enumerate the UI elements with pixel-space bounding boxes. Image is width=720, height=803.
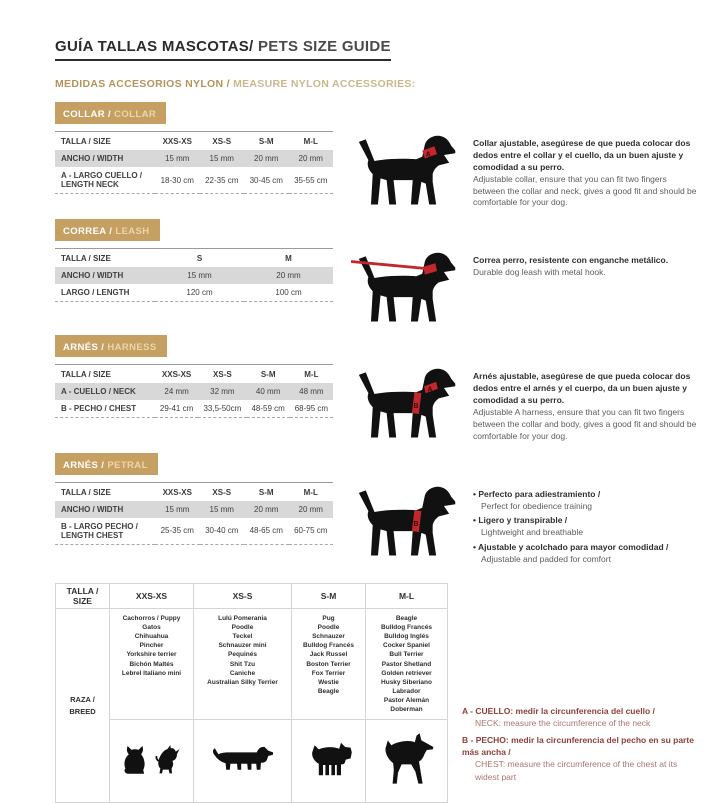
feature-bullet-en: Adjustable and padded for comfort: [481, 554, 611, 565]
breed-size-header: M-L: [366, 584, 448, 609]
doberman-silhouette-icon: [377, 732, 437, 786]
page-title: [55, 38, 391, 61]
feature-bullet-en: Lightweight and breathable: [481, 527, 584, 538]
breed-name: Bulldog Francés: [381, 624, 432, 632]
size-value: 35-55 cm: [294, 175, 328, 185]
svg-text:A: A: [427, 386, 433, 394]
dachshund-silhouette-icon: [210, 741, 276, 777]
breed-list-XS-S: [194, 609, 292, 720]
page-title-es: GUÍA TALLAS MASCOTAS/: [55, 38, 254, 55]
collar-dog-image: [343, 124, 465, 208]
size-column-header: M-L: [303, 487, 318, 497]
size-value: 15 mm: [209, 154, 234, 163]
breed-name: Jack Russel: [309, 651, 348, 659]
silhouette-cell-M-L: [366, 720, 448, 803]
size-column-header: XS-S: [213, 370, 232, 380]
feature-bullet-es: • Ajustable y acolchado para mayor comodidad /: [473, 542, 669, 553]
silhouette-cell-S-M: [292, 720, 366, 803]
feature-bullet-es: • Perfecto para adiestramiento /: [473, 488, 601, 499]
petral-size-table-container: [55, 475, 343, 545]
breed-name: Shit Tzu: [229, 660, 256, 668]
collar-badge: [55, 102, 166, 124]
size-value: 18-30 cm: [160, 175, 194, 185]
collar-description-en: Adjustable collar, ensure that you can fit two fingers between the collar and neck, gives a good fit and should be comfortable for your dog.: [473, 173, 697, 208]
size-row: [55, 150, 333, 167]
breed-name: Lulú Pomerania: [218, 615, 267, 623]
harness-badge: [55, 335, 167, 357]
measuring-notes: [448, 583, 698, 787]
size-row-label: ANCHO / WIDTH: [61, 271, 124, 281]
breed-name: Australian Silky Terrier: [207, 678, 278, 686]
size-value: 15 mm: [165, 504, 190, 514]
breed-table: [55, 583, 448, 803]
collar-badge-es: COLLAR /: [63, 109, 115, 120]
size-row-label: ANCHO / WIDTH: [61, 504, 124, 514]
size-value: 60-75 cm: [294, 526, 328, 536]
size-column-header: M-L: [303, 137, 318, 146]
feature-bullet: [473, 515, 698, 539]
leash-size-table-container: [55, 241, 343, 302]
harness-size-table-container: [55, 357, 343, 418]
collar-description-es: Collar ajustable, asegúrese de que pueda colocar dos dedos entre el collar y el cuello, da un buen ajuste y comodidad a su perro.: [473, 138, 691, 172]
size-column-header: XS-S: [212, 137, 232, 146]
harness-description-es: Arnés ajustable, asegúrese de que pueda colocar dos dedos entre el arnés y el cuerpo, da un buen ajuste y comodidad a su perro.: [473, 371, 691, 406]
feature-bullet: [473, 542, 698, 566]
harness-badge-es: ARNÉS /: [63, 342, 108, 354]
size-column-header: XS-S: [212, 487, 232, 497]
breed-name: Schnauzer: [312, 633, 345, 641]
size-table: [55, 364, 333, 418]
size-value: 48 mm: [299, 387, 324, 397]
size-row: [55, 501, 333, 518]
collar-size-table-container: [55, 124, 343, 194]
size-table-corner-label: TALLA / SIZE: [61, 370, 111, 380]
svg-text:A: A: [425, 151, 431, 159]
breed-name: Bulldog Inglés: [384, 633, 429, 641]
svg-text:B: B: [413, 403, 419, 411]
breed-name: Lebrel Italiano mini: [121, 669, 182, 677]
size-row: [55, 267, 333, 284]
breed-name: Pequinés: [228, 651, 257, 659]
size-row-label: B - PECHO / CHEST: [61, 404, 137, 414]
breed-name: Poodle: [231, 624, 254, 632]
leash-description-en: Durable dog leash with metal hook.: [473, 267, 606, 278]
breed-name: Bichón Maltés: [129, 660, 174, 668]
size-value: 15 mm: [187, 271, 212, 281]
measuring-note-es: B - PECHO: medir la circunferencia del pecho en su parte más ancha /: [462, 734, 694, 757]
size-value: 20 mm: [254, 504, 279, 514]
dog-with-leash-icon: [351, 245, 457, 325]
breed-name: Westie: [318, 678, 339, 686]
leash-dog-image: [343, 241, 465, 325]
collar-section: [55, 102, 698, 209]
measuring-note: [462, 705, 698, 730]
breed-name: Yorkshire terrier: [126, 651, 177, 659]
breed-table-container: [55, 583, 448, 803]
breed-name: Schnauzer mini: [218, 642, 267, 650]
breed-name: Bulldog Francés: [303, 642, 354, 650]
size-value: 68-95 cm: [294, 404, 329, 414]
size-value: 20 mm: [254, 154, 279, 163]
page-subtitle-en: MEASURE NYLON ACCESSORIES:: [233, 78, 416, 90]
size-table: [55, 482, 333, 545]
breed-size-header: XXS-XS: [110, 584, 194, 609]
chihuahua-silhouette-icon: [152, 744, 182, 776]
harness-description: [465, 357, 698, 442]
size-value: 120 cm: [186, 288, 213, 298]
breed-name: Beagle: [395, 615, 418, 623]
breed-name: Pug: [322, 615, 335, 623]
size-value: 24 mm: [164, 387, 189, 397]
size-row-label: LARGO / LENGTH: [61, 288, 130, 298]
breed-name: Pastor Shetland: [381, 660, 432, 668]
size-table-corner-label: TALLA / SIZE: [61, 487, 111, 497]
size-value: 33,5-50cm: [203, 404, 242, 414]
size-column-header: S-M: [260, 370, 276, 380]
svg-text:B: B: [413, 520, 419, 528]
breed-name: Boston Terrier: [306, 660, 351, 668]
size-value: 32 mm: [210, 387, 235, 397]
breed-table-corner-label: TALLA / SIZE: [56, 584, 110, 609]
breed-name: Gatos: [142, 624, 161, 632]
breed-name: Fox Terrier: [311, 669, 346, 677]
breed-name: Poodle: [317, 624, 340, 632]
cat-silhouette-icon: [122, 742, 148, 776]
breed-name: Chihuahua: [134, 633, 169, 641]
breed-name: Pincher: [139, 642, 164, 650]
leash-description-es: Correa perro, resistente con enganche metálico.: [473, 255, 669, 266]
size-value: 100 cm: [275, 288, 302, 298]
dog-with-collar-icon: [351, 128, 457, 208]
size-column-header: S-M: [258, 137, 274, 146]
measuring-note-es: A - CUELLO: medir la circunferencia del cuello /: [462, 706, 655, 717]
harness-description-en: Adjustable A harness, ensure that you can fit two fingers between the collar and body, gives a good fit and should be comfortable for your dog.: [473, 407, 697, 441]
harness-dog-image: [343, 357, 465, 441]
feature-bullet-es: • Ligero y transpirable /: [473, 515, 568, 526]
size-row-label: A - CUELLO / NECK: [61, 387, 136, 397]
leash-badge-en: LEASH: [115, 226, 150, 238]
measuring-note-en: CHEST: measure the circumference of the chest at its widest part: [475, 759, 678, 782]
size-table: [55, 248, 333, 302]
harness-section: [55, 335, 698, 442]
size-row: [55, 284, 333, 302]
collar-description: [465, 124, 698, 209]
size-row-label: ANCHO / WIDTH: [61, 154, 124, 163]
leash-section: [55, 219, 698, 325]
breed-size-header: XS-S: [194, 584, 292, 609]
breed-list-S-M: [292, 609, 366, 720]
size-value: 48-65 cm: [249, 526, 283, 536]
size-value: 30-45 cm: [249, 175, 283, 185]
size-value: 48-59 cm: [251, 404, 285, 414]
size-row-label: B - LARGO PECHO / LENGTH CHEST: [61, 521, 138, 540]
breed-name: Cocker Spaniel: [383, 642, 430, 650]
petral-badge: [55, 453, 158, 475]
size-column-header: M: [285, 254, 292, 264]
leash-description: [465, 241, 698, 279]
breed-name: Golden retriever: [381, 669, 432, 677]
leash-badge: [55, 219, 160, 241]
breed-list-M-L: [366, 609, 448, 720]
size-column-header: M-L: [304, 370, 319, 380]
feature-bullet: [473, 489, 698, 513]
size-row: [55, 167, 333, 194]
harness-badge-en: HARNESS: [107, 342, 157, 354]
breed-row-label: RAZA / BREED: [56, 609, 110, 803]
leash-badge-es: CORREA /: [63, 226, 116, 238]
dog-with-harness-icon: [351, 361, 457, 441]
page-subtitle: [55, 74, 698, 92]
petral-badge-es: ARNÉS /: [63, 459, 108, 471]
measuring-note-en: NECK: measure the circumference of the neck: [475, 718, 651, 729]
size-row-label: A - LARGO CUELLO / LENGTH NECK: [61, 171, 143, 189]
size-row: [55, 400, 333, 418]
size-value: 25-35 cm: [160, 526, 194, 536]
breed-name: Bull Terrier: [389, 651, 424, 659]
breed-name: Caniche: [229, 669, 256, 677]
size-value: 22-35 cm: [205, 175, 239, 185]
collar-badge-en: COLLAR: [114, 109, 157, 120]
breed-name: Pastor Alemán: [383, 696, 430, 704]
size-table: [55, 131, 333, 194]
size-value: 29-41 cm: [159, 404, 194, 414]
size-column-header: XXS-XS: [161, 370, 192, 380]
dog-with-petral-icon: [351, 479, 457, 559]
size-value: 30-40 cm: [205, 526, 239, 536]
breed-size-header: S-M: [292, 584, 366, 609]
size-value: 20 mm: [298, 154, 323, 163]
petral-section: [55, 453, 698, 569]
size-column-header: S: [196, 254, 203, 264]
size-row: [55, 383, 333, 400]
silhouette-cell-XS-S: [194, 720, 292, 803]
page-subtitle-es: MEDIDAS ACCESORIOS NYLON /: [55, 78, 234, 90]
breed-list-XXS-XS: [110, 609, 194, 720]
size-table-corner-label: TALLA / SIZE: [61, 137, 111, 146]
size-row: [55, 518, 333, 545]
breed-name: Cachorros / Puppy: [122, 615, 181, 623]
breed-name: Doberman: [390, 705, 423, 713]
bottom-area: [55, 583, 698, 803]
breed-name: Beagle: [317, 687, 340, 695]
size-column-header: XXS-XS: [162, 487, 192, 497]
feature-bullet-en: Perfect for obedience training: [481, 500, 593, 511]
size-value: 20 mm: [298, 504, 323, 514]
size-column-header: XXS-XS: [162, 137, 192, 146]
size-value: 15 mm: [209, 504, 234, 514]
silhouette-cell-XXS-XS: [110, 720, 194, 803]
petral-badge-en: PETRAL: [107, 459, 148, 471]
breed-name: Husky Siberiano: [381, 678, 432, 686]
size-value: 40 mm: [255, 387, 281, 397]
breed-name: Labrador: [392, 687, 421, 695]
size-value: 20 mm: [276, 271, 301, 281]
petral-features: [465, 475, 698, 569]
measuring-note: [462, 734, 698, 783]
page-title-en: PETS SIZE GUIDE: [253, 38, 391, 55]
petral-dog-image: [343, 475, 465, 559]
size-value: 15 mm: [165, 154, 190, 163]
size-table-corner-label: TALLA / SIZE: [61, 254, 111, 264]
breed-name: Teckel: [232, 633, 253, 641]
size-column-header: S-M: [258, 487, 274, 497]
schnauzer-silhouette-icon: [305, 736, 353, 782]
